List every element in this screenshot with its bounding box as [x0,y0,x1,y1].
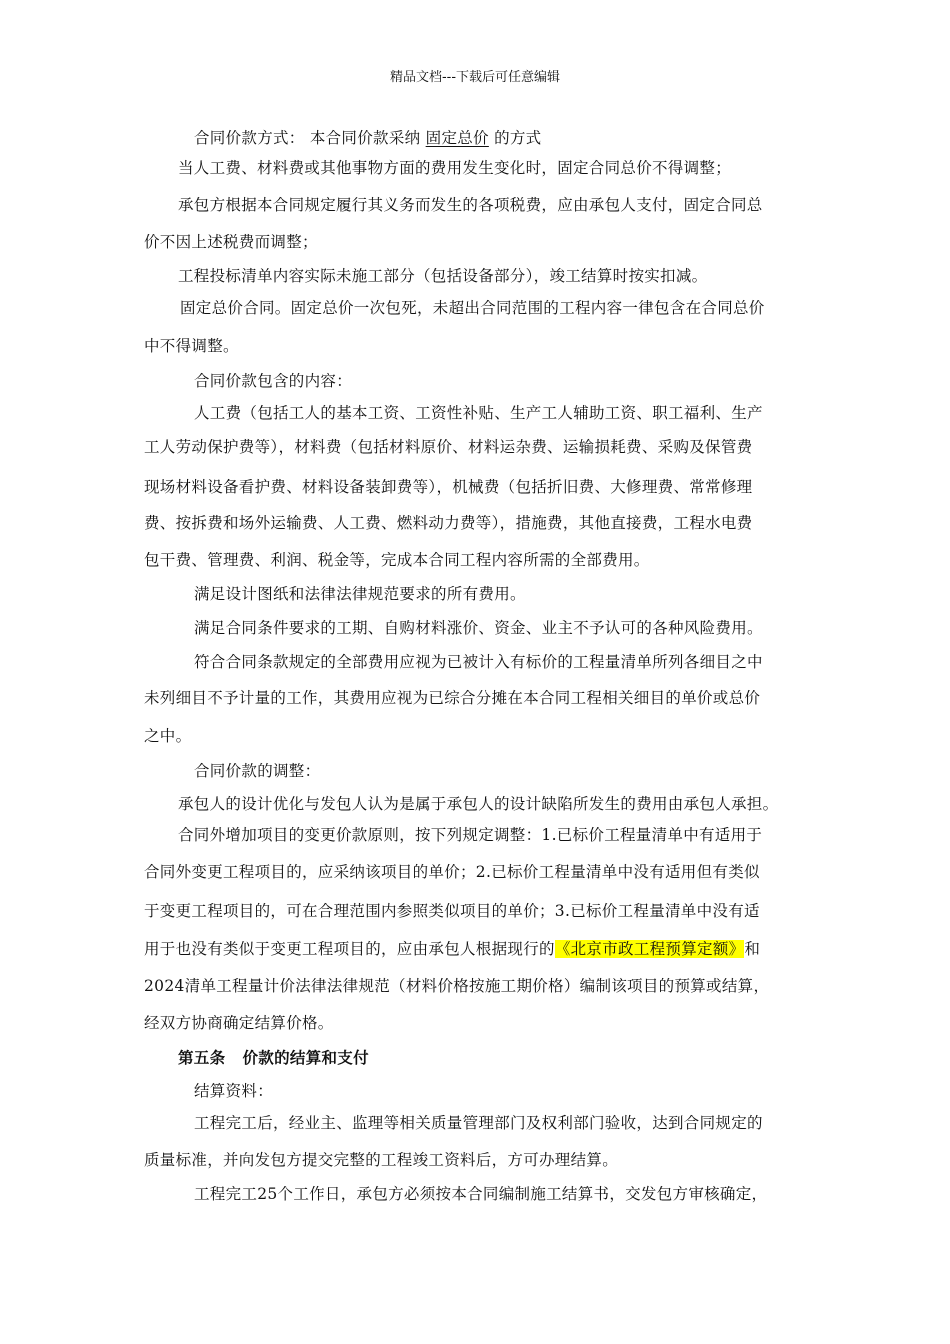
paragraph-line: 价不因上述税费而调整； [144,233,318,251]
paragraph-line: 经双方协商确定结算价格。 [144,1014,334,1032]
paragraph-line: 人工费（包括工人的基本工资、工资性补贴、生产工人辅助工资、职工福利、生产 [194,404,763,422]
paragraph-line: 合同外增加项目的变更价款原则，按下列规定调整：1.已标价工程量清单中有适用于 [178,826,763,844]
paragraph-line: 承包方根据本合同规定履行其义务而发生的各项税费，应由承包人支付，固定合同总 [178,196,763,214]
paragraph-line: 质量标准，并向发包方提交完整的工程竣工资料后，方可办理结算。 [144,1151,619,1169]
paragraph-line: 承包人的设计优化与发包人认为是属于承包人的设计缺陷所发生的费用由承包人承担。 [178,795,779,813]
text-segment: 用于也没有类似于变更工程项目的，应由承包人根据现行的 [144,940,555,958]
paragraph-line: 工程投标清单内容实际未施工部分（包括设备部分），竣工结算时按实扣减。 [178,267,708,285]
paragraph-line: 费、按拆费和场外运输费、人工费、燃料动力费等），措施费，其他直接费，工程水电费 [144,514,753,532]
paragraph-line: 合同外变更工程项目的，应采纳该项目的单价；2.已标价工程量清单中没有适用但有类似 [144,863,760,881]
paragraph-line: 2024清单工程量计价法律法律规范（材料价格按施工期价格）编制该项目的预算或结算， [144,977,770,995]
paragraph-line: 工人劳动保护费等），材料费（包括材料原价、材料运杂费、运输损耗费、采购及保管费 [144,438,753,456]
paragraph-line: 合同价款的调整： [194,762,321,780]
paragraph-line: 满足合同条件要求的工期、自购材料涨价、资金、业主不予认可的各种风险费用。 [194,619,763,637]
page-header: 精品文档---下载后可任意编辑 [389,70,561,85]
paragraph-line: 现场材料设备看护费、材料设备装卸费等），机械费（包括折旧费、大修理费、常常修理 [144,478,753,496]
highlighted-reference: 《北京市政工程预算定额》 [554,940,745,958]
paragraph-line: 当人工费、材料费或其他事物方面的费用发生变化时，固定合同总价不得调整； [178,159,732,177]
paragraph-line: 工程完工后，经业主、监理等相关质量管理部门及权利部门验收，达到合同规定的 [194,1114,763,1132]
paragraph-line: 未列细目不予计量的工作，其费用应视为已综合分摊在本合同工程相关细目的单价或总价 [144,689,761,707]
paragraph-line: 合同价款包含的内容： [194,372,353,390]
paragraph-line: 符合合同条款规定的全部费用应视为已被计入有标价的工程量清单所列各细目之中 [194,653,763,671]
paragraph-line [194,128,542,148]
paragraph-line: 于变更工程项目的，可在合理范围内参照类似项目的单价；3.已标价工程量清单中没有适 [144,902,760,920]
paragraph-line: 之中。 [144,727,192,745]
paragraph-line: 固定总价合同。固定总价一次包死，未超出合同范围的工程内容一律包含在合同总价 [180,299,765,317]
underlined-term: 固定总价 [425,129,489,147]
text-segment: 合同价款方式： 本合同价款采纳 [194,129,426,147]
paragraph-line [144,939,760,959]
paragraph-line: 结算资料： [194,1082,274,1100]
paragraph-line: 包干费、管理费、利润、税金等，完成本合同工程内容所需的全部费用。 [144,551,650,569]
section-heading: 第五条 价款的结算和支付 [178,1049,369,1067]
paragraph-line: 工程完工25个工作日，承包方必须按本合同编制施工结算书，交发包方审核确定， [194,1185,768,1203]
paragraph-line: 满足设计图纸和法律法律规范要求的所有费用。 [194,585,526,603]
paragraph-line: 中不得调整。 [144,337,239,355]
text-segment: 和 [744,940,761,958]
text-segment: 的方式 [488,129,542,147]
